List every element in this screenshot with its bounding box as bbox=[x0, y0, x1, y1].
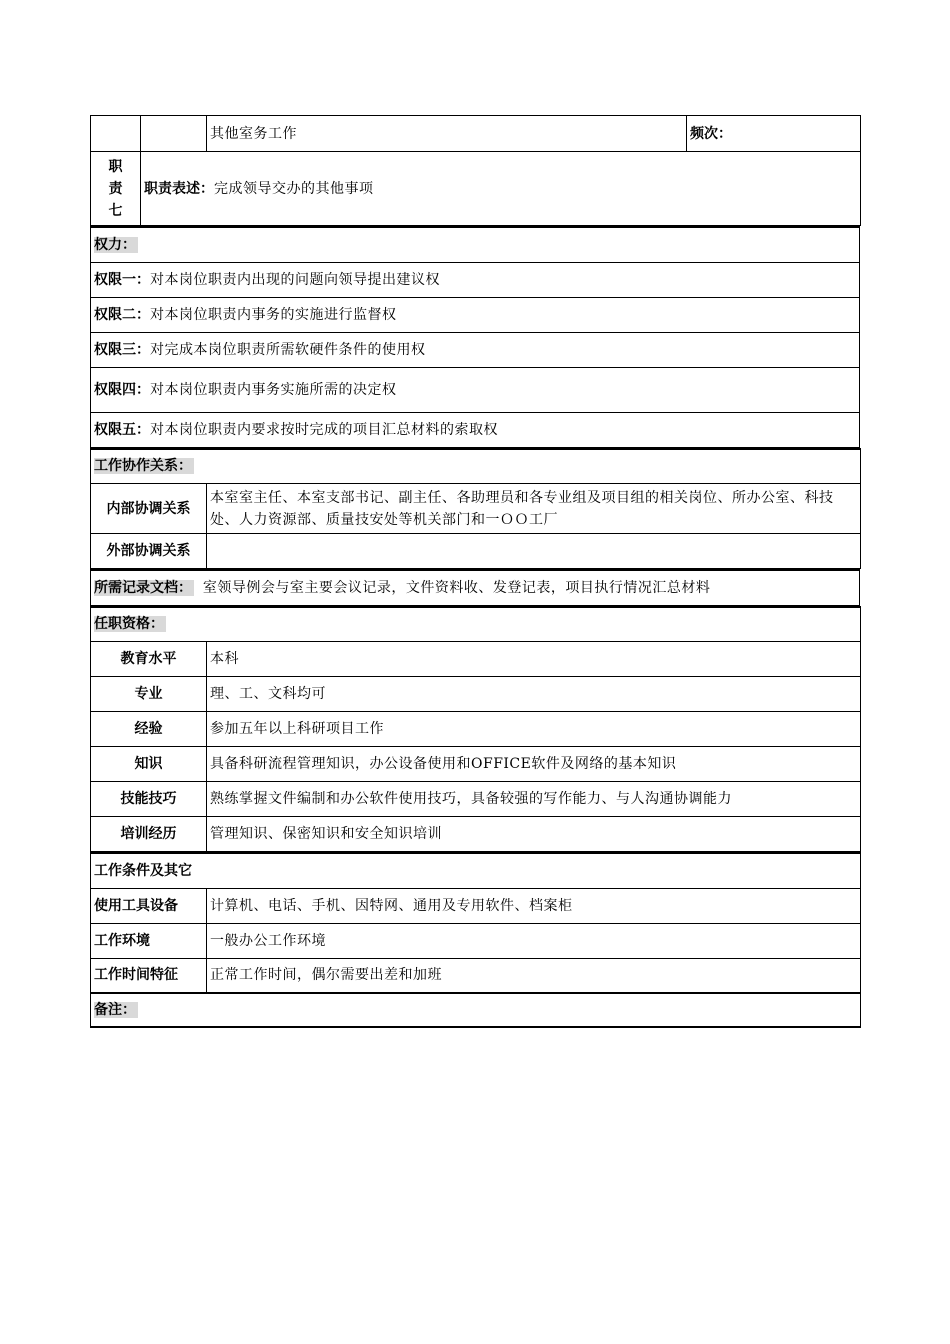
empty-cell bbox=[141, 116, 207, 152]
qualification-row bbox=[91, 642, 861, 677]
qualification-row bbox=[91, 712, 861, 747]
qualification-heading-row bbox=[91, 607, 861, 642]
authority-heading-row bbox=[91, 227, 860, 262]
qualification-row bbox=[91, 677, 861, 712]
conditions-label: 工作时间特征 bbox=[91, 958, 207, 993]
authority-label: 权限一： bbox=[94, 271, 150, 288]
duty7-desc-row bbox=[91, 152, 861, 226]
duty-table bbox=[90, 115, 861, 226]
desc-label: 职责表述： bbox=[144, 180, 214, 197]
external-label: 外部协调关系 bbox=[91, 534, 207, 569]
duty7-label-line: 职 bbox=[108, 158, 123, 175]
authority-heading: 权力： bbox=[94, 236, 136, 253]
desc-text: 完成领导交办的其他事项 bbox=[214, 180, 374, 197]
authority-row bbox=[91, 262, 860, 297]
qualification-text: 管理知识、保密知识和安全知识培训 bbox=[207, 817, 861, 852]
authority-row bbox=[91, 297, 860, 332]
qualification-row bbox=[91, 817, 861, 852]
qualification-label: 技能技巧 bbox=[91, 782, 207, 817]
internal-text: 本室室主任、本室支部书记、副主任、各助理员和各专业组及项目组的相关岗位、所办公室、科技处、人力资源部、质量技安处等机关部门和一ＯＯ工厂 bbox=[207, 484, 861, 534]
internal-relations-row bbox=[91, 484, 861, 534]
empty-cell bbox=[91, 116, 141, 152]
conditions-text: 计算机、电话、手机、因特网、通用及专用软件、档案柜 bbox=[207, 888, 861, 923]
remarks-heading: 备注： bbox=[94, 1002, 136, 1018]
duty7-description bbox=[141, 152, 861, 226]
remarks-row bbox=[91, 993, 861, 1027]
authority-text: 对本岗位职责内事务实施所需的决定权 bbox=[150, 381, 397, 398]
qualification-label: 经验 bbox=[91, 712, 207, 747]
authority-row bbox=[91, 332, 860, 367]
relations-table bbox=[90, 448, 861, 570]
authority-text: 对本岗位职责内要求按时完成的项目汇总材料的索取权 bbox=[150, 421, 498, 438]
records-table bbox=[90, 569, 860, 606]
relations-heading-row bbox=[91, 449, 861, 484]
qualification-row bbox=[91, 782, 861, 817]
qualification-heading: 任职资格： bbox=[94, 616, 164, 633]
records-row bbox=[91, 570, 860, 605]
qualification-label: 知识 bbox=[91, 747, 207, 782]
authority-label: 权限三： bbox=[94, 341, 150, 358]
other-work-cell: 其他室务工作 bbox=[207, 116, 687, 152]
authority-text: 对本岗位职责内事务的实施进行监督权 bbox=[150, 306, 397, 323]
duty7-label bbox=[91, 152, 141, 226]
relations-heading: 工作协作关系： bbox=[94, 458, 192, 475]
authority-text: 对本岗位职责内出现的问题向领导提出建议权 bbox=[150, 271, 440, 288]
duty7-header-row bbox=[91, 116, 861, 152]
conditions-heading: 工作条件及其它 bbox=[91, 853, 861, 888]
authority-label: 权限五： bbox=[94, 421, 150, 438]
internal-label: 内部协调关系 bbox=[91, 484, 207, 534]
qualification-label: 培训经历 bbox=[91, 817, 207, 852]
qualification-table bbox=[90, 606, 861, 853]
authority-table bbox=[90, 226, 860, 448]
qualification-label: 专业 bbox=[91, 677, 207, 712]
records-text: 室领导例会与室主要会议记录，文件资料收、发登记表，项目执行情况汇总材料 bbox=[202, 579, 711, 596]
authority-label: 权限四： bbox=[94, 381, 150, 398]
authority-row bbox=[91, 412, 860, 447]
qualification-text: 具备科研流程管理知识，办公设备使用和OFFICE软件及网络的基本知识 bbox=[207, 747, 861, 782]
conditions-table bbox=[90, 852, 861, 1028]
qualification-text: 熟练掌握文件编制和办公软件使用技巧，具备较强的写作能力、与人沟通协调能力 bbox=[207, 782, 861, 817]
qualification-text: 理、工、文科均可 bbox=[207, 677, 861, 712]
authority-text: 对完成本岗位职责所需软硬件条件的使用权 bbox=[150, 341, 426, 358]
duty7-label-line: 责 bbox=[108, 180, 123, 197]
conditions-row bbox=[91, 888, 861, 923]
authority-row bbox=[91, 367, 860, 412]
qualification-text: 参加五年以上科研项目工作 bbox=[207, 712, 861, 747]
conditions-heading-row bbox=[91, 853, 861, 888]
job-description-table bbox=[90, 115, 860, 1028]
conditions-label: 工作环境 bbox=[91, 923, 207, 958]
qualification-label: 教育水平 bbox=[91, 642, 207, 677]
conditions-text: 一般办公工作环境 bbox=[207, 923, 861, 958]
conditions-row bbox=[91, 958, 861, 993]
external-text bbox=[207, 534, 861, 569]
external-relations-row bbox=[91, 534, 861, 569]
frequency-label: 频次： bbox=[687, 116, 861, 152]
records-label: 所需记录文档： bbox=[94, 579, 192, 596]
conditions-label: 使用工具设备 bbox=[91, 888, 207, 923]
qualification-row bbox=[91, 747, 861, 782]
authority-label: 权限二： bbox=[94, 306, 150, 323]
qualification-text: 本科 bbox=[207, 642, 861, 677]
conditions-text: 正常工作时间，偶尔需要出差和加班 bbox=[207, 958, 861, 993]
conditions-row bbox=[91, 923, 861, 958]
duty7-label-line: 七 bbox=[108, 202, 123, 219]
